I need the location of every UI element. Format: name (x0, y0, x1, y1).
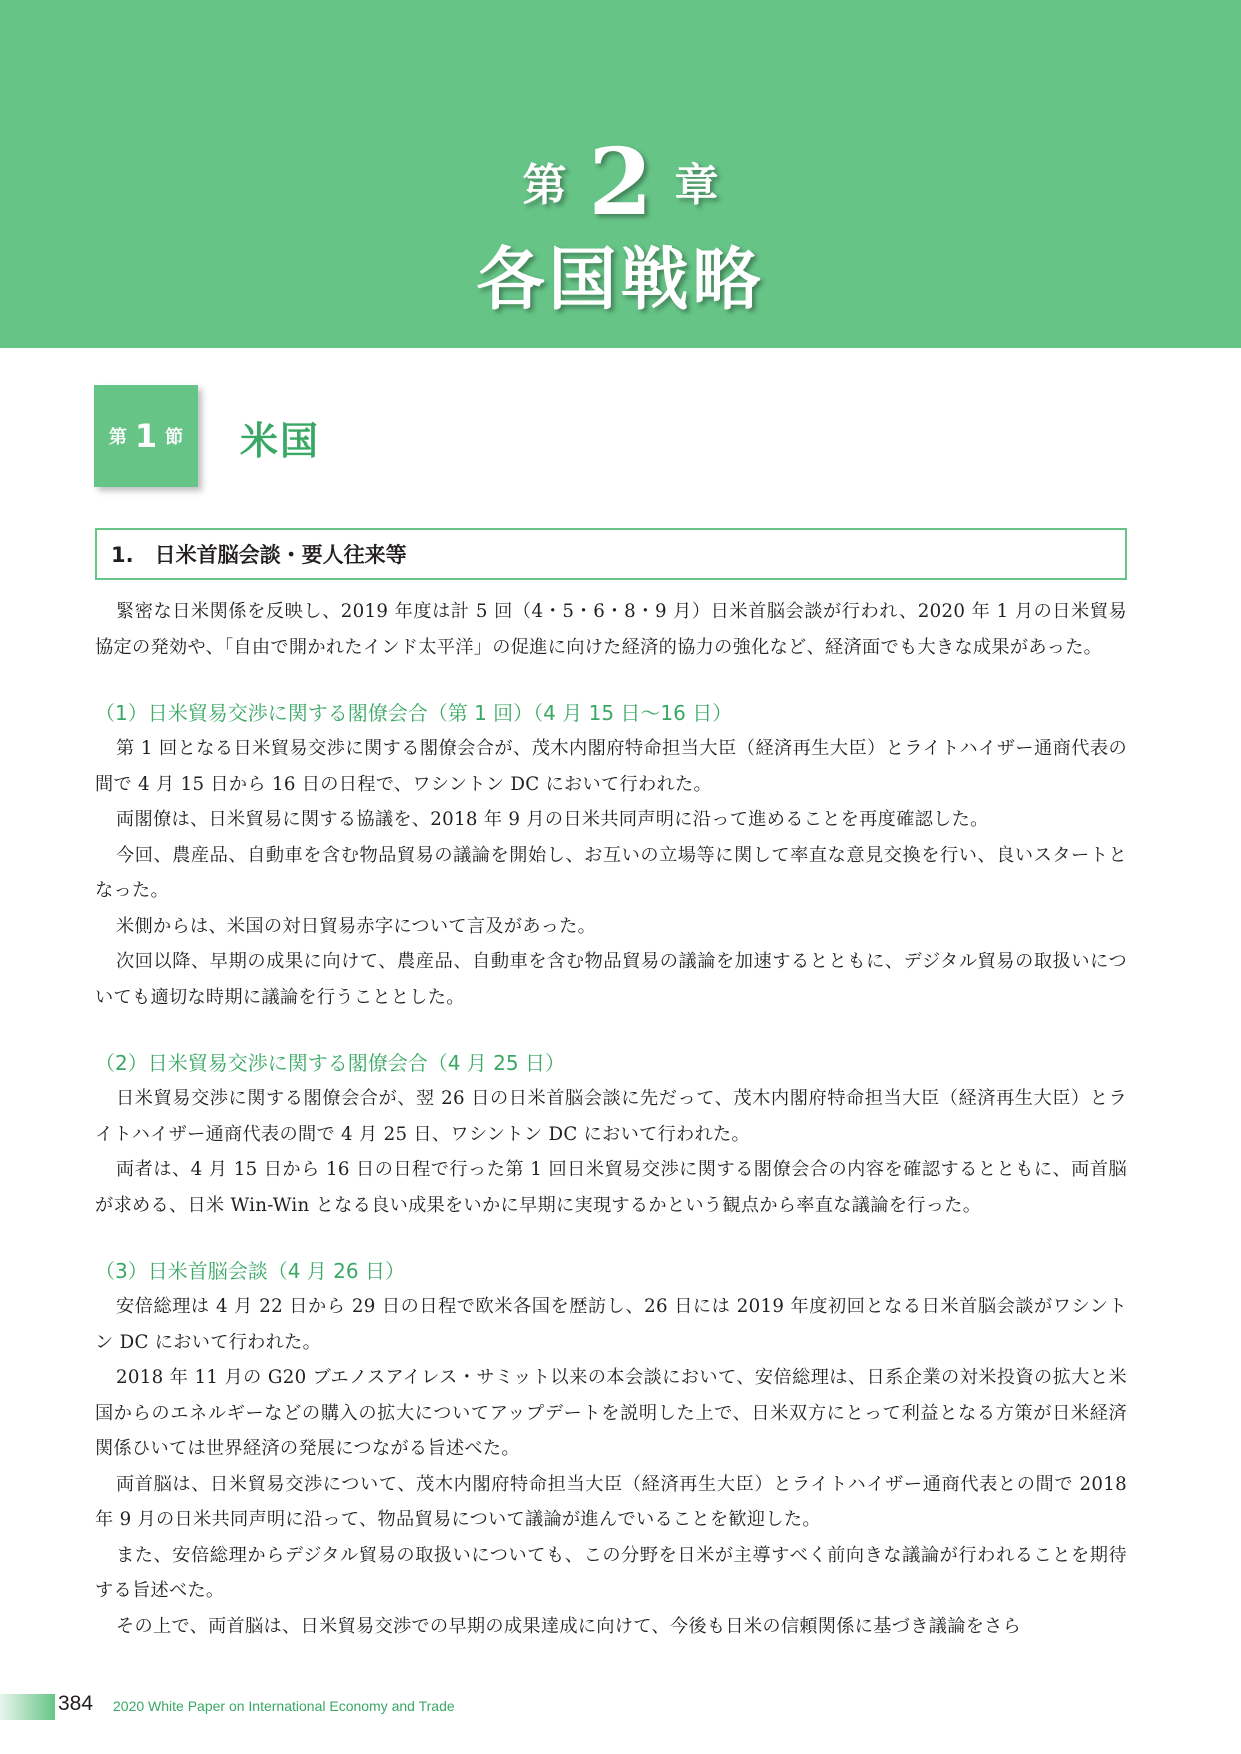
publication-title: 2020 White Paper on International Economy and Trade (113, 1698, 455, 1714)
paragraph: 両閣僚は、日米貿易に関する協議を、2018 年 9 月の日米共同声明に沿って進めることを再度確認した。 (116, 809, 989, 830)
subsection-heading: 1. 日米首脳会談・要人往来等 (95, 528, 1127, 580)
chapter-number: 2 (588, 128, 653, 236)
body-content (95, 594, 1127, 1644)
paragraph: 安倍総理は 4 月 22 日から 29 日の日程で欧米各国を歴訪し、26 日には 2019 年度初回となる日米首脳会談がワシントン DC において行われた。 (95, 1296, 1127, 1353)
paragraph: 2018 年 11 月の G20 ブエノスアイレス・サミット以来の本会談において、安倍総理は、日系企業の対米投資の拡大と米国からのエネルギーなどの購入の拡大についてアップデートを説明した上で、日米双方にとって利益となる方策が日米経済関係ひいては世界経済の発展につながる旨述べた。 (95, 1367, 1127, 1459)
subheading: （2）日米貿易交渉に関する閣僚会合（4 月 25 日） (95, 1051, 565, 1075)
chapter-prefix: 第 (522, 160, 567, 211)
paragraph: 日米貿易交渉に関する閣僚会合が、翌 26 日の日米首脳会談に先だって、茂木内閣府特命担当大臣（経済再生大臣）とライトハイザー通商代表の間で 4 月 25 日、ワシントン DC において行われた。 (95, 1088, 1127, 1145)
chapter-banner (0, 0, 1241, 348)
paragraph: 緊密な日米関係を反映し、2019 年度は計 5 回（4・5・6・8・9 月）日米首脳会談が行われ、2020 年 1 月の日米貿易協定の発効や、「自由で開かれたインド太平洋」の促進に向けた経済的協力の強化など、経済面でも大きな成果があった。 (95, 601, 1127, 658)
section-prefix: 第 (108, 427, 127, 448)
chapter-suffix: 章 (674, 160, 719, 211)
paragraph: 米側からは、米国の対日貿易赤字について言及があった。 (116, 915, 597, 937)
page-number: 384 (58, 1692, 94, 1715)
subheading: （1）日米貿易交渉に関する閣僚会合（第 1 回）（4 月 15 日～16 日） (95, 701, 733, 725)
paragraph: 今回、農産品、自動車を含む物品貿易の議論を開始し、お互いの立場等に関して率直な意見交換を行い、良いスタートとなった。 (95, 844, 1127, 901)
paragraph: 両者は、4 月 15 日から 16 日の日程で行った第 1 回日米貿易交渉に関する閣僚会合の内容を確認するとともに、両首脳が求める、日米 Win-Win となる良い成果をいかに早期に実現するかという観点から率直な議論を行った。 (95, 1159, 1127, 1216)
section-title: 米国 (240, 419, 321, 463)
paragraph: その上で、両首脳は、日米貿易交渉での早期の成果達成に向けて、今後も日米の信頼関係に基づき議論をさら (116, 1615, 1022, 1637)
paragraph: 第 1 回となる日米貿易交渉に関する閣僚会合が、茂木内閣府特命担当大臣（経済再生大臣）とライトハイザー通商代表の間で 4 月 15 日から 16 日の日程で、ワシントン DC において行われた。 (95, 738, 1127, 795)
section-suffix: 節 (165, 427, 184, 448)
paragraph: また、安倍総理からデジタル貿易の取扱いについても、この分野を日米が主導すべく前向きな議論が行われることを期待する旨述べた。 (95, 1544, 1127, 1601)
section-number: 1 (134, 417, 158, 455)
chapter-title: 各国戦略 (476, 240, 765, 320)
footer-accent-bar (0, 1694, 55, 1720)
paragraph: 次回以降、早期の成果に向けて、農産品、自動車を含む物品貿易の議論を加速するとともに、デジタル貿易の取扱いについても適切な時期に議論を行うこととした。 (95, 951, 1127, 1008)
subheading: （3）日米首脳会談（4 月 26 日） (95, 1259, 405, 1283)
section-badge (94, 385, 198, 487)
paragraph: 両首脳は、日米貿易交渉について、茂木内閣府特命担当大臣（経済再生大臣）とライトハイザー通商代表との間で 2018 年 9 月の日米共同声明に沿って、物品貿易について議論が進んでいることを歓迎した。 (95, 1473, 1127, 1530)
chapter-number-line (0, 128, 1241, 236)
